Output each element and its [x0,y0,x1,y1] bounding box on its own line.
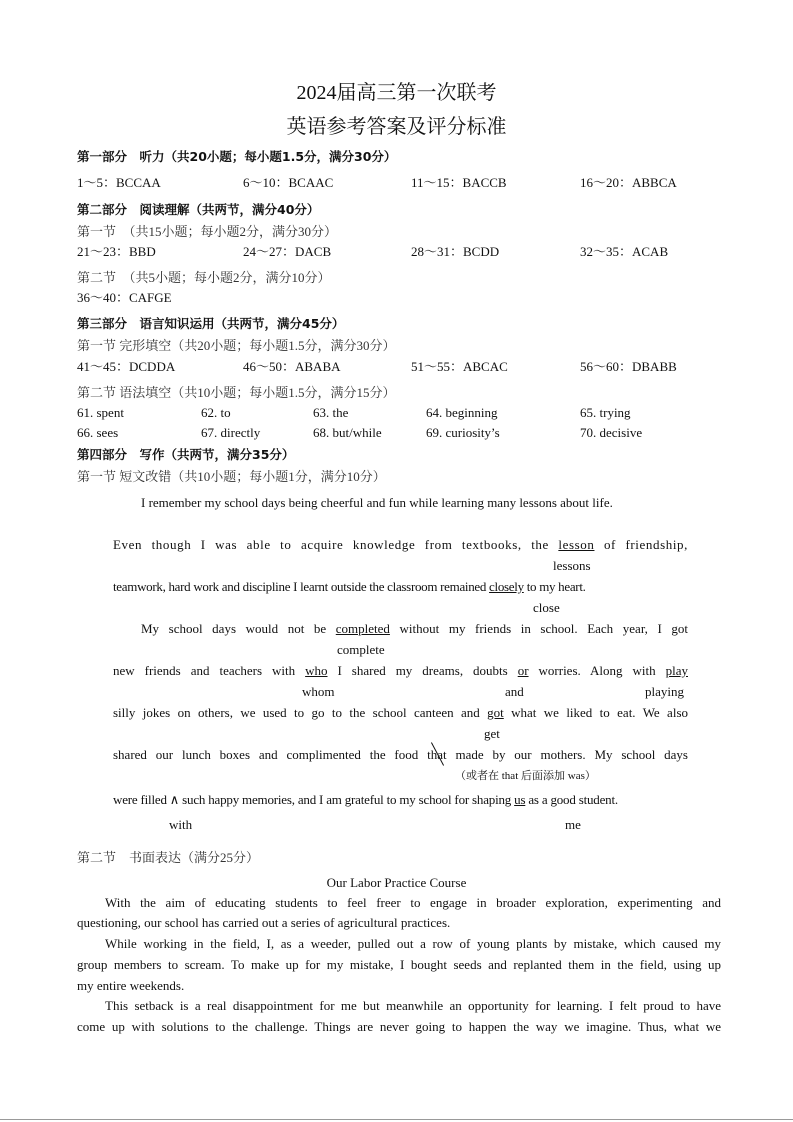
answer: 11～15：BACCB [411,175,507,190]
correction: and [505,684,524,699]
correction: lessons [553,558,591,573]
section-heading: 第二节 书面表达（满分25分） [77,850,260,865]
essay-line: group members to scream. To make up for my mistake, I bought seeds and replanted them in the field, using up [77,957,721,972]
section-heading: 第一节 （共15小题；每小题2分，满分30分） [77,224,338,239]
grammar-answer: 61. spent [77,405,124,420]
answer: 51～55：ABCAC [411,359,508,374]
correction: playing [645,684,684,699]
part3-heading: 第三部分 语言知识运用（共两节，满分45分） [77,316,345,331]
section-heading: 第二节 （共5小题；每小题2分，满分10分） [77,270,331,285]
section-heading: 第一节 完形填空（共20小题；每小题1.5分，满分30分） [77,338,396,353]
answer: 56～60：DBABB [580,359,677,374]
correction-line: My school days would not be completed without my friends in school. Each year, I got [141,621,688,636]
answer: 32～35：ACAB [580,244,669,259]
grammar-answer: 68. but/while [313,425,382,440]
correction-line: teamwork, hard work and discipline I learnt outside the classroom remained closely to my heart. [113,579,586,594]
correction-line: Even though I was able to acquire knowledge from textbooks, the lesson of friendship, [113,537,688,552]
essay-line: questioning, our school has carried out a series of agricultural practices. [77,915,451,930]
answer: 46～50：ABABA [243,359,341,374]
essay-line: This setback is a real disappointment for me but meanwhile an opportunity for learning. I felt proud to have [105,998,721,1013]
answer: 21～23：BBD [77,244,156,259]
correction: get [484,726,500,741]
correction-line: shared our lunch boxes and complimented the food that made by our mothers. My school days [113,747,688,762]
grammar-answer: 69. curiosity’s [426,425,500,440]
correction-line: were filled ∧ such happy memories, and I am grateful to my school for shaping us as a good student. [113,792,618,807]
correction-line: new friends and teachers with who I shared my dreams, doubts or worries. Along with play [113,663,688,678]
answer: 24～27：DACB [243,244,332,259]
answer: 28～31：BCDD [411,244,500,259]
grammar-answer: 66. sees [77,425,119,440]
essay-line: come up with solutions to the challenge. Things are never going to happen the way we imagine. Thus, what we [77,1019,721,1034]
correction: complete [337,642,385,657]
essay-line: While working in the field, I, as a weeder, pulled out a row of young plants by mistake, which caused my [105,936,721,951]
correction-line: I remember my school days being cheerful and fun while learning many lessons about life. [141,495,613,510]
correction: close [533,600,560,615]
subtitle: 英语参考答案及评分标准 [286,116,507,138]
essay-line: my entire weekends. [77,978,185,993]
answer: 16～20：ABBCA [580,175,677,190]
part4-heading: 第四部分 写作（共两节，满分35分） [77,447,295,462]
part2-heading: 第二部分 阅读理解（共两节，满分40分） [77,202,320,217]
answer: 6～10：BCAAC [243,175,334,190]
grammar-answer: 65. trying [580,405,631,420]
essay-line: With the aim of educating students to feel freer to engage in broader exploration, experimenting and [105,895,721,910]
section-heading: 第二节 语法填空（共10小题；每小题1.5分，满分15分） [77,385,396,400]
correction: whom [302,684,335,699]
answer: 36～40：CAFGE [77,290,172,305]
page-divider [0,1119,793,1120]
grammar-answer: 62. to [201,405,231,420]
answer: 41～45：DCDDA [77,359,176,374]
correction-line: silly jokes on others, we used to go to the school canteen and got what we liked to eat. We also [113,705,689,720]
grammar-answer: 70. decisive [580,425,643,440]
essay-title: Our Labor Practice Course [326,875,467,890]
section-heading: 第一节 短文改错（共10小题；每小题1分，满分10分） [77,469,386,484]
grammar-answer: 67. directly [201,425,261,440]
grammar-answer: 64. beginning [426,405,498,420]
correction-note: （或者在 that 后面添加 was） [455,770,596,782]
correction: me [565,817,581,832]
part1-heading: 第一部分 听力（共20小题；每小题1.5分，满分30分） [77,149,397,164]
correction: with [169,817,193,832]
title: 2024届高三第一次联考 [296,82,497,104]
grammar-answer: 63. the [313,405,349,420]
answer: 1～5：BCCAA [77,175,161,190]
